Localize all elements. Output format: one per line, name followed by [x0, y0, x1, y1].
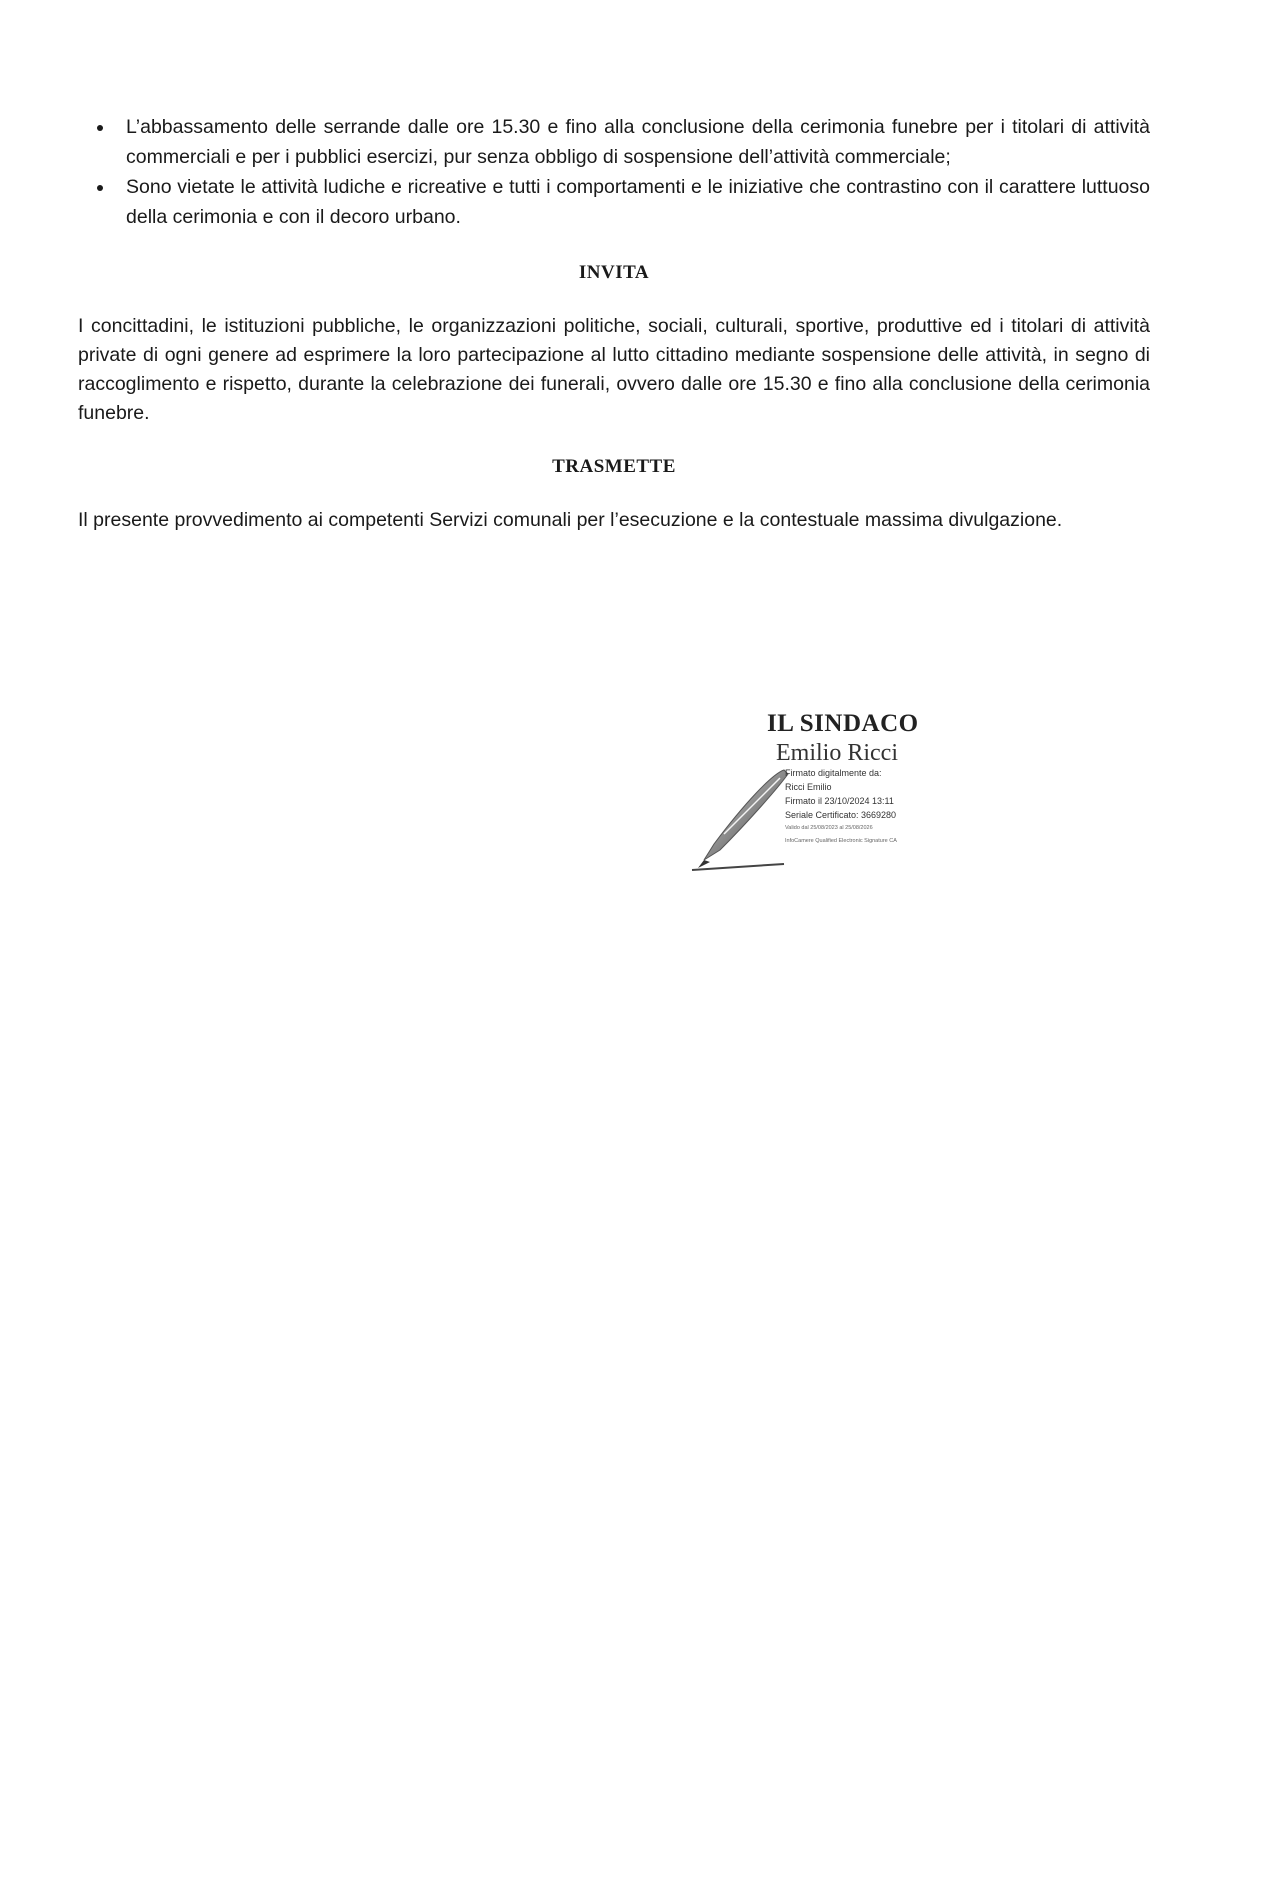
stamp-line: Ricci Emilio	[785, 782, 832, 792]
stamp-line: Firmato il 23/10/2024 13:11	[785, 796, 894, 806]
stamp-line: Seriale Certificato: 3669280	[785, 810, 897, 820]
section-text-trasmette: Il presente provvedimento ai competenti Servizi comunali per l’esecuzione e la contestuale massima divulgazione.	[78, 509, 1063, 531]
digital-signature-stamp	[785, 766, 897, 848]
section-heading-trasmette: TRASMETTE	[552, 456, 676, 477]
list-item	[78, 112, 1150, 172]
stamp-validity-line: Valido dal 25/08/2023 al 25/08/2026	[785, 825, 873, 831]
bullet-text: Sono vietate le attività ludiche e ricreative e tutti i comportamenti e le iniziative che contrastino con il carattere luttuoso della cerimonia e con il decoro urbano.	[126, 176, 1150, 228]
document-body	[78, 112, 1150, 535]
section-text-invita: I concittadini, le istituzioni pubbliche, le organizzazioni politiche, sociali, culturali, sportive, produttive ed i titolari di attività private di ogni genere ad esprimere la loro partecipazione al lutto cittadino mediante sospensione delle attività, in segno di raccoglimento e rispetto, durante la celebrazione dei funerali, ovvero dalle ore 15.30 e fino alla conclusione della cerimonia funebre.	[78, 315, 1150, 424]
signer-title: IL SINDACO	[767, 710, 919, 737]
bullet-icon	[97, 125, 103, 131]
bullet-icon	[97, 185, 103, 191]
bullet-text: L’abbassamento delle serrande dalle ore 15.30 e fino alla conclusione della cerimonia funebre per i titolari di attività commerciali e per i pubblici esercizi, pur senza obbligo di sospensione dell’attività commerciale;	[126, 116, 1150, 168]
list-item	[78, 172, 1150, 232]
signature-block	[684, 710, 984, 880]
section-heading-invita: INVITA	[578, 262, 650, 283]
stamp-issuer-line: InfoCamere Qualified Electronic Signature CA	[785, 838, 897, 844]
stamp-line: Firmato digitalmente da:	[785, 768, 882, 778]
digital-signature-pen-icon	[684, 764, 794, 874]
bullet-list	[78, 112, 1150, 232]
signer-name: Emilio Ricci	[776, 740, 898, 766]
